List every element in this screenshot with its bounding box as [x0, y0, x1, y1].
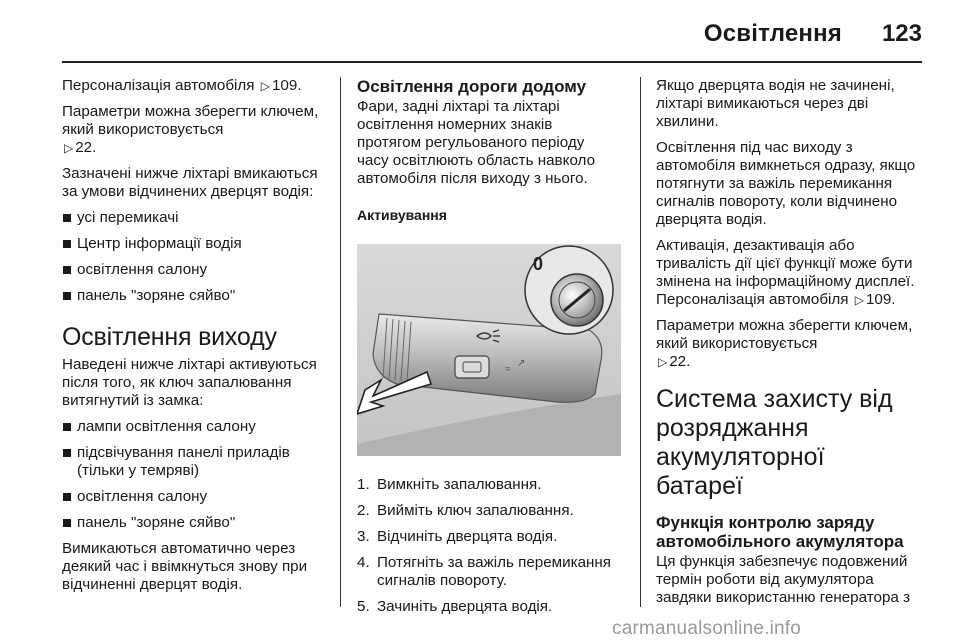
section-title: Система захисту від розряджання акумуляторної батареї — [656, 385, 893, 500]
column-divider — [340, 77, 341, 607]
svg-text:↗: ↗ — [517, 358, 526, 369]
paragraph: Якщо дверцята водія не зачинені, ліхтарі вимикаються через дві хвилини. — [656, 77, 895, 130]
paragraph: Вимикаються автоматично через деякий час і ввімкнуться знову при відчиненні дверцят водія. — [62, 540, 308, 593]
activation-label: Активування — [357, 207, 447, 223]
list-item: 3. Відчиніть дверцята водія. — [357, 528, 558, 545]
paragraph: Активація, дезактивація або тривалість дії цієї функції може бути змінена на інформаційному дисплеї. Персоналізація автомобіля ▷ 109. — [656, 237, 915, 308]
ignition-position-label: 0 — [533, 254, 544, 274]
list-item: підсвічування панелі приладів (тільки у темряві) — [62, 444, 324, 480]
list-item: 4. Потягніть за важіль перемикання сигналів повороту. — [357, 554, 612, 589]
header-title: Освітлення — [703, 20, 842, 47]
page-ref-arrow-icon: ▷ — [260, 79, 270, 93]
turn-signal-lever-illustration — [357, 244, 621, 456]
page-number: 123 — [881, 20, 922, 47]
list-item: освітлення салону — [62, 261, 324, 279]
paragraph: Фари, задні ліхтарі та ліхтарі освітлення номерних знаків протягом регульованого періоду часу освітлюють область навколо автомобіля після виходу з нього. — [357, 98, 596, 187]
list-item: лампи освітлення салону — [62, 418, 324, 436]
bullet-list — [62, 209, 324, 305]
bullet-list — [62, 418, 324, 532]
header-rule — [62, 61, 922, 63]
list-item: 2. Вийміть ключ запалювання. — [357, 502, 574, 519]
list-item: освітлення салону — [62, 488, 324, 506]
page-ref-arrow-icon: ▷ — [64, 141, 74, 155]
paragraph: Зазначені нижче ліхтарі вмикаються за умови відчинених дверцят водія: — [62, 165, 318, 200]
svg-text:≈: ≈ — [505, 364, 511, 375]
list-item: панель "зоряне сяйво" — [62, 514, 324, 532]
column-2 — [357, 77, 619, 624]
paragraph: Параметри можна зберегти ключем, який використовується ▷ 22. — [62, 103, 319, 156]
watermark: carmanualsonline.info — [612, 618, 802, 639]
subheading: Функція контролю заряду автомобільного акумулятора — [656, 513, 904, 551]
column-3 — [656, 77, 918, 615]
paragraph: Персоналізація автомобіля ▷ 109. — [62, 77, 302, 94]
list-item: усі перемикачі — [62, 209, 324, 227]
paragraph: Ця функція забезпечує подовжений термін роботи від акумулятора завдяки використанню генератора з — [656, 553, 911, 606]
page-ref-arrow-icon: ▷ — [854, 293, 864, 307]
list-item: 5. Зачиніть дверцята водія. — [357, 598, 553, 615]
column-1 — [62, 77, 324, 602]
step-list — [357, 476, 619, 616]
list-item: 1. Вимкніть запалювання. — [357, 476, 542, 493]
paragraph: Параметри можна зберегти ключем, який використовується ▷ 22. — [656, 317, 913, 370]
list-item: панель "зоряне сяйво" — [62, 287, 324, 305]
column-divider — [640, 77, 641, 607]
list-item: Центр інформації водія — [62, 235, 324, 253]
page-ref-arrow-icon: ▷ — [658, 355, 668, 369]
subheading: Освітлення дороги додому — [357, 77, 587, 96]
paragraph: Освітлення під час виходу з автомобіля вимкнеться одразу, якщо потягнути за важіль перемикання сигналів повороту, коли відчинено дверцята водія. — [656, 139, 916, 228]
paragraph: Наведені нижче ліхтарі активуються після того, як ключ запалювання витягнутий із замка: — [62, 356, 317, 409]
section-title: Освітлення виходу — [62, 323, 277, 351]
